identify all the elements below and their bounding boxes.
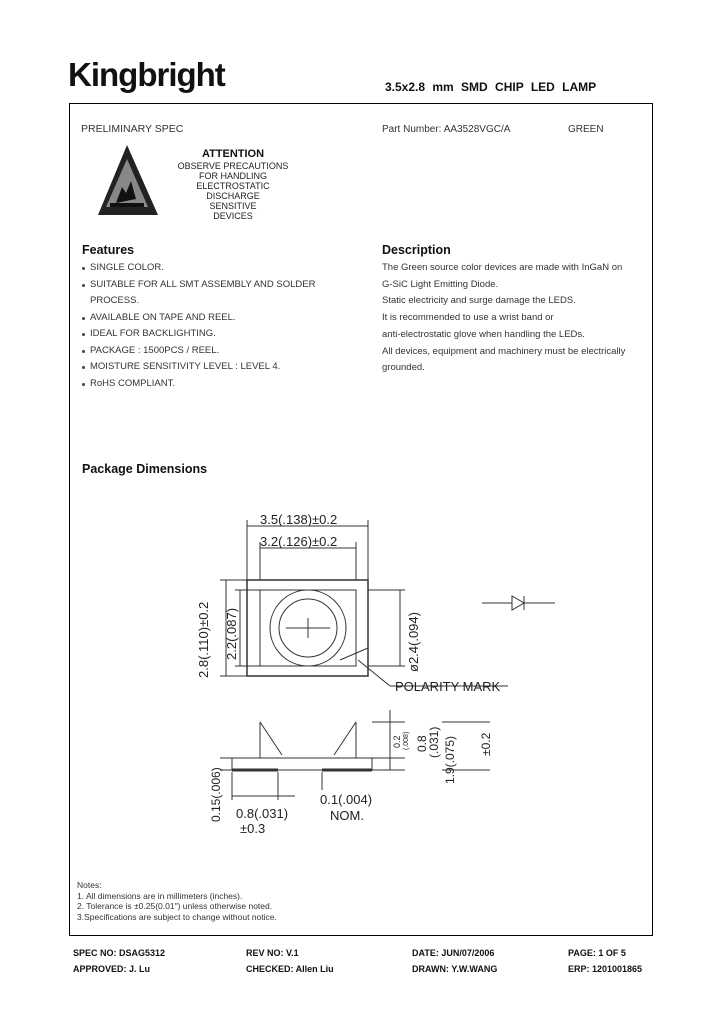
dim-width-outer: 3.5(.138)±0.2 (260, 512, 338, 527)
side-view-taper (334, 722, 356, 755)
polarity-chamfer (340, 648, 368, 660)
note-line: 1. All dimensions are in millimeters (inches). (77, 890, 243, 901)
attention-line: FOR HANDLING (198, 171, 267, 181)
package-drawing (190, 500, 570, 840)
description-line: grounded. (382, 362, 425, 374)
dim-pad-height: 0.15(.006) (209, 767, 223, 822)
description-heading: Description (382, 243, 451, 257)
description-line: All devices, equipment and machinery must be electrically (382, 345, 626, 357)
list-item: IDEAL FOR BACKLIGHTING. (82, 326, 362, 343)
dim-height-outer: 2.8(.110)±0.2 (196, 601, 211, 678)
attention-line: OBSERVE PRECAUTIONS (177, 161, 289, 171)
polarity-leader (358, 660, 390, 686)
dim-thickness-a-inch: (.008) (403, 731, 410, 750)
notes-title: Notes: (77, 880, 102, 890)
dim-lens-diameter: ø2.4(.094) (406, 612, 421, 672)
dim-thickness-c: 1.9(.075) (443, 735, 457, 784)
description-line: G-SiC Light Emitting Diode. (382, 278, 499, 290)
dim-gap: 0.1(.004) (320, 792, 373, 807)
brand-logo: Kingbright (68, 56, 225, 93)
notes-block (77, 880, 277, 922)
emitting-color: GREEN (568, 124, 604, 135)
part-number: Part Number: AA3528VGC/A (382, 124, 511, 135)
description-body (382, 260, 647, 377)
footer-checked: CHECKED: Allen Liu (246, 964, 334, 974)
attention-heading: ATTENTION (201, 148, 265, 160)
side-view-body (232, 758, 372, 770)
note-line: 2. Tolerance is ±0.25(0.01") unless otherwise noted. (77, 901, 273, 911)
attention-line: SENSITIVE (209, 201, 257, 211)
description-line: It is recommended to use a wrist band or (382, 312, 554, 324)
footer-rev-no: REV NO: V.1 (246, 948, 299, 958)
dim-gap-nominal: NOM. (330, 808, 364, 823)
list-item: SINGLE COLOR. (82, 260, 362, 277)
attention-block (158, 147, 308, 221)
features-list (82, 260, 362, 392)
dim-pad-width-tol: ±0.3 (240, 821, 266, 836)
dim-width-inner: 3.2(.126)±0.2 (260, 534, 338, 549)
list-item: SUITABLE FOR ALL SMT ASSEMBLY AND SOLDER (82, 277, 362, 294)
footer-spec-no: SPEC NO: DSAG5312 (73, 948, 166, 958)
document-title: 3.5x2.8 mm SMD CHIP LED LAMP (385, 80, 597, 94)
esd-warning-icon (96, 143, 160, 219)
package-dimensions-heading: Package Dimensions (82, 462, 208, 476)
polarity-label: POLARITY MARK (395, 679, 501, 694)
description-line: The Green source color devices are made with InGaN on (382, 262, 623, 273)
diode-symbol-icon (512, 596, 524, 610)
dim-thickness-a: 0.2 (392, 735, 402, 748)
footer-date: DATE: JUN/07/2006 (412, 948, 495, 958)
dim-thickness-b-inch: (.031) (427, 726, 441, 758)
list-item: MOISTURE SENSITIVITY LEVEL : LEVEL 4. (82, 359, 362, 376)
note-line: 3.Specifications are subject to change without notice. (77, 911, 277, 922)
attention-line: DISCHARGE (206, 191, 260, 201)
dim-thickness-c-tol: ±0.2 (479, 732, 493, 756)
description-line: anti-electrostatic glove when handling the LEDs. (382, 328, 585, 340)
list-item: AVAILABLE ON TAPE AND REEL. (82, 310, 362, 327)
description-line: Static electricity and surge damage the LEDS. (382, 295, 576, 307)
features-heading: Features (82, 243, 135, 257)
attention-line: DEVICES (213, 211, 253, 221)
list-item: PROCESS. (90, 295, 140, 306)
footer-approved: APPROVED: J. Lu (73, 964, 151, 974)
list-item: PACKAGE : 1500PCS / REEL. (82, 343, 362, 360)
dim-pad-width: 0.8(.031) (236, 806, 289, 821)
side-view-taper (260, 722, 282, 755)
footer-page: PAGE: 1 OF 5 (568, 948, 626, 958)
dim-height-inner: 2.2(.087) (224, 607, 239, 660)
dim-thickness-b: 0.8 (415, 735, 429, 752)
footer-drawn: DRAWN: Y.W.WANG (412, 964, 498, 974)
list-item: RoHS COMPLIANT. (82, 376, 362, 393)
spec-status: PRELIMINARY SPEC (81, 123, 184, 135)
attention-line: ELECTROSTATIC (196, 181, 270, 191)
footer-erp: ERP: 1201001865 (568, 964, 643, 974)
